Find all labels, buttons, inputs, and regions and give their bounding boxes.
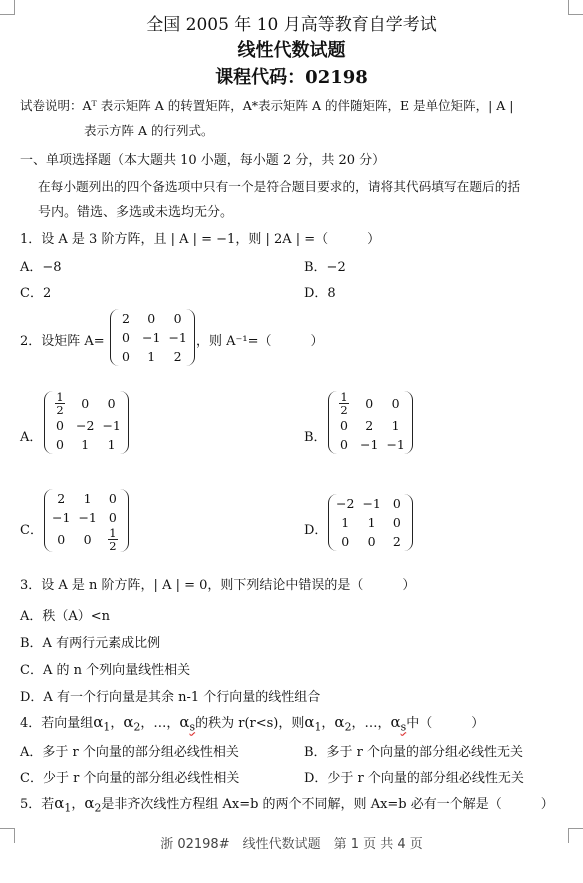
matrix-row xyxy=(114,328,191,347)
alpha-symbol: α xyxy=(334,713,345,731)
section-desc-line1: 在每小题列出的四个备选项中只有一个是符合题目要求的，请将其代码填写在题后的括 xyxy=(38,179,521,194)
matrix-cell: 0 xyxy=(365,396,374,411)
question-2-label-a: A． xyxy=(20,430,43,445)
question-2-option-c-matrix xyxy=(44,489,129,552)
matrix-cell: 1 xyxy=(367,515,376,530)
question-4-option-a: A．多于 r 个向量的部分组必线性相关 xyxy=(20,745,239,760)
matrix-cell: 2 xyxy=(365,418,374,433)
ellipsis: … xyxy=(364,716,378,731)
course-code: 课程代码：02198 xyxy=(215,67,368,88)
alpha-symbol: α xyxy=(54,794,65,812)
separator: ， xyxy=(377,716,391,731)
alpha-symbol: α xyxy=(123,713,134,731)
page-footer: 浙 02198# 线性代数试题 第 1 页 共 4 页 xyxy=(160,837,423,852)
fraction: $\frac{1}{2}$ xyxy=(340,390,348,417)
matrix-cell xyxy=(101,527,125,552)
fraction: $\frac{1}{2}$ xyxy=(109,526,117,553)
matrix-cell: 2 xyxy=(392,534,401,549)
section-desc-line2: 号内。错选、多选或未选均无分。 xyxy=(38,205,234,220)
matrix-cell: 0 xyxy=(392,496,401,511)
question-2-option-a-matrix xyxy=(44,391,129,454)
separator: ， xyxy=(351,716,365,731)
question-4-option-d: D．少于 r 个向量的部分组必线性无关 xyxy=(304,771,524,786)
matrix-cell xyxy=(48,391,72,416)
question-2-label-c: C． xyxy=(20,523,43,538)
question-5-stem-a: 5．若 xyxy=(20,797,55,812)
matrix-cell: 0 xyxy=(147,311,156,326)
subscript: 1 xyxy=(103,720,111,734)
subscript: 2 xyxy=(133,720,141,734)
matrix-cell: −1 xyxy=(386,437,405,452)
matrix-cell: 0 xyxy=(56,418,64,433)
instructions-line2: 表示方阵 A 的行列式。 xyxy=(84,123,214,138)
matrix-cell: 2 xyxy=(122,311,130,326)
separator: ， xyxy=(140,716,154,731)
question-1-option-c: C．2 xyxy=(20,286,52,301)
question-1-option-a: A．−8 xyxy=(20,260,62,275)
matrix-cell: 2 xyxy=(173,349,182,364)
matrix-cell xyxy=(332,391,356,416)
matrix-cell: 0 xyxy=(56,437,64,452)
matrix-cell: −1 xyxy=(362,496,381,511)
ellipsis: … xyxy=(153,716,167,731)
section-heading: 一、单项选择题（本大题共 10 小题，每小题 2 分，共 20 分） xyxy=(20,153,386,168)
question-1-option-d: D．8 xyxy=(304,286,336,301)
matrix-row xyxy=(332,532,409,551)
subscript: 1 xyxy=(314,720,322,734)
fraction: $\frac{1}{2}$ xyxy=(56,390,64,417)
matrix-row xyxy=(48,391,125,416)
question-5-stem xyxy=(20,793,554,815)
question-5-stem-b: 是非齐次线性方程组 Ax=b 的两个不同解，则 Ax=b 必有一个解是（ ） xyxy=(101,797,554,812)
exam-title: 全国 2005 年 10 月高等教育自学考试 xyxy=(146,15,437,35)
matrix-cell: 0 xyxy=(341,534,350,549)
separator: ， xyxy=(166,716,180,731)
matrix-cell: 2 xyxy=(57,491,66,506)
subscript: 2 xyxy=(344,720,352,734)
matrix-row xyxy=(114,347,191,366)
matrix-cell: 1 xyxy=(81,437,90,452)
question-1-option-b: B．−2 xyxy=(304,260,346,275)
matrix-cell: 0 xyxy=(122,330,130,345)
matrix-cell: 0 xyxy=(108,510,117,525)
matrix-row xyxy=(48,527,125,552)
alpha-symbol: α xyxy=(390,713,401,731)
subscript: 2 xyxy=(94,801,102,815)
matrix-row xyxy=(48,508,125,527)
matrix-row xyxy=(332,416,409,435)
question-2-stem-suffix: ，则 A⁻¹=（ ） xyxy=(196,334,324,349)
subject-title: 线性代数试题 xyxy=(237,40,346,61)
matrix-row xyxy=(114,309,191,328)
separator: ， xyxy=(71,797,85,812)
question-4-stem-c: 中（ ） xyxy=(406,716,485,731)
matrix-cell: −1 xyxy=(78,510,97,525)
matrix-row xyxy=(48,416,125,435)
matrix-cell: 1 xyxy=(83,491,92,506)
alpha-symbol: α xyxy=(179,713,190,731)
subscript: s xyxy=(189,720,196,734)
matrix-cell: 0 xyxy=(391,396,400,411)
matrix-cell: −1 xyxy=(360,437,379,452)
matrix-row xyxy=(332,435,409,454)
matrix-cell: 0 xyxy=(367,534,376,549)
question-4-option-b: B．多于 r 个向量的部分组必线性无关 xyxy=(304,745,524,760)
matrix-cell: 0 xyxy=(81,396,90,411)
matrix-cell: 0 xyxy=(392,515,401,530)
matrix-cell: 0 xyxy=(122,349,130,364)
subscript: s xyxy=(400,720,407,734)
alpha-symbol: α xyxy=(304,713,315,731)
matrix-cell: 0 xyxy=(108,491,117,506)
matrix-cell: −1 xyxy=(52,510,71,525)
question-3-option-b: B．A 有两行元素成比例 xyxy=(20,636,161,651)
question-3-stem: 3．设 A 是 n 阶方阵，| A | = 0，则下列结论中错误的是（ ） xyxy=(20,578,416,593)
matrix-cell: 0 xyxy=(83,532,92,547)
question-3-option-a: A．秩（A）<n xyxy=(20,609,111,624)
matrix-row xyxy=(332,494,409,513)
question-3-option-c: C．A 的 n 个列向量线性相关 xyxy=(20,663,191,678)
question-2-label-d: D． xyxy=(304,523,328,538)
instructions-line1: 试卷说明：Aᵀ 表示矩阵 A 的转置矩阵，A*表示矩阵 A 的伴随矩阵，E 是单位矩阵，| A | xyxy=(20,98,514,113)
matrix-cell: 0 xyxy=(173,311,182,326)
matrix-cell: 1 xyxy=(341,515,350,530)
question-2-stem-prefix: 2．设矩阵 A= xyxy=(20,334,105,349)
question-3-option-d: D．A 有一个行向量是其余 n-1 个行向量的线性组合 xyxy=(20,690,321,705)
alpha-symbol: α xyxy=(93,713,104,731)
question-4-stem xyxy=(20,712,484,734)
question-4-option-c: C．少于 r 个向量的部分组必线性相关 xyxy=(20,771,240,786)
matrix-cell: 1 xyxy=(147,349,156,364)
question-2-label-b: B． xyxy=(304,430,327,445)
question-2-option-d-matrix xyxy=(328,494,413,551)
matrix-cell: 1 xyxy=(391,418,400,433)
matrix-cell: −1 xyxy=(168,330,187,345)
question-2-option-b-matrix xyxy=(328,391,413,454)
alpha-symbol: α xyxy=(84,794,95,812)
matrix-cell: −1 xyxy=(142,330,161,345)
matrix-row xyxy=(48,435,125,454)
question-2-matrix xyxy=(110,309,195,366)
matrix-row xyxy=(48,489,125,508)
matrix-cell: −2 xyxy=(336,496,355,511)
subscript: 1 xyxy=(64,801,72,815)
matrix-cell: 0 xyxy=(107,396,116,411)
matrix-cell: 0 xyxy=(57,532,66,547)
matrix-cell: 1 xyxy=(107,437,116,452)
matrix-cell: −1 xyxy=(102,418,121,433)
separator: ， xyxy=(321,716,335,731)
matrix-cell: 0 xyxy=(340,437,348,452)
question-4-stem-b: 的秩为 r(r<s)，则 xyxy=(195,716,305,731)
matrix-cell: 0 xyxy=(340,418,348,433)
matrix-row xyxy=(332,391,409,416)
question-4-stem-a: 4．若向量组 xyxy=(20,716,94,731)
question-1-stem: 1．设 A 是 3 阶方阵，且 | A | = −1，则 | 2A | =（ ） xyxy=(20,232,381,247)
separator: ， xyxy=(110,716,124,731)
matrix-row xyxy=(332,513,409,532)
matrix-cell: −2 xyxy=(76,418,95,433)
